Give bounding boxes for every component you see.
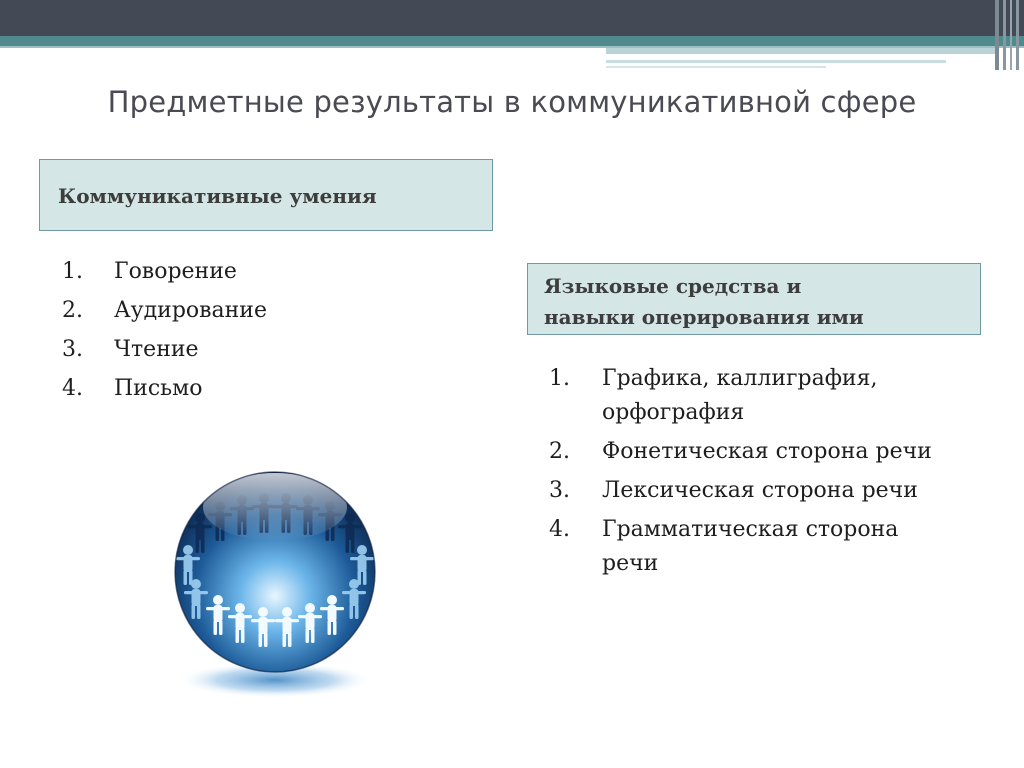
- language-means-heading-line1: Языковые средства и: [544, 274, 802, 298]
- list-item: [549, 474, 949, 508]
- communicative-skills-box: [39, 159, 493, 231]
- list-item-number: 1.: [549, 366, 570, 391]
- list-item: [549, 435, 949, 469]
- top-decorative-band: [0, 0, 1024, 75]
- list-item-text: Графика, каллиграфия, орфография: [602, 366, 878, 425]
- list-item-number: 2.: [62, 298, 83, 323]
- list-item: [62, 373, 267, 412]
- list-item: [62, 295, 267, 334]
- list-item-number: 1.: [62, 259, 83, 284]
- communicative-skills-list: [62, 256, 267, 412]
- list-item-text: Говорение: [114, 259, 237, 284]
- list-item-text: Аудирование: [114, 298, 267, 323]
- list-item-text: Чтение: [114, 337, 199, 362]
- list-item-text: Лексическая сторона речи: [602, 478, 918, 503]
- language-means-box: [527, 263, 981, 335]
- people-globe-icon: [160, 462, 390, 712]
- list-item-number: 4.: [62, 376, 83, 401]
- list-item-number: 2.: [549, 439, 570, 464]
- list-item-number: 3.: [62, 337, 83, 362]
- list-item-text: Грамматическая сторона речи: [602, 517, 899, 576]
- language-means-heading-line2: навыки оперирования ими: [544, 305, 864, 329]
- list-item-number: 4.: [549, 517, 570, 542]
- list-item-text: Письмо: [114, 376, 203, 401]
- communicative-skills-heading: Коммуникативные умения: [58, 184, 377, 208]
- list-item: [549, 513, 949, 581]
- language-means-list: [549, 362, 949, 586]
- list-item: [62, 334, 267, 373]
- slide-title: Предметные результаты в коммуникативной сфере: [107, 85, 917, 119]
- list-item-number: 3.: [549, 478, 570, 503]
- list-item: [62, 256, 267, 295]
- list-item-text: Фонетическая сторона речи: [602, 439, 932, 464]
- list-item: [549, 362, 949, 430]
